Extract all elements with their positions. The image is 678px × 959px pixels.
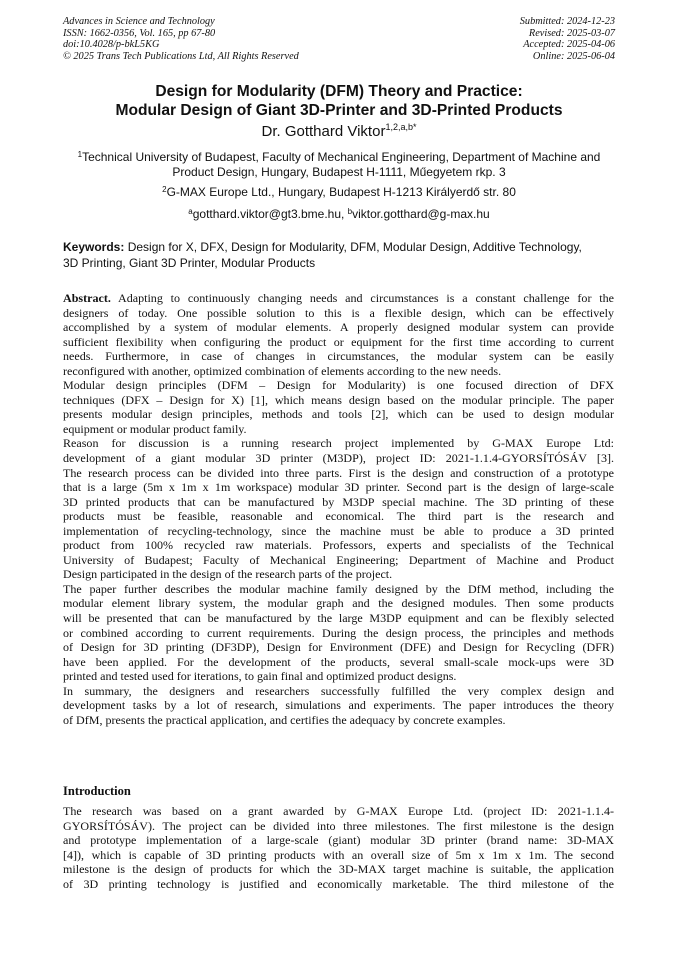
abstract-line: 3D printed products that can be manufactured by M3DP special machine. The 3D printing of these: [63, 494, 614, 509]
introduction-line: GYORSÍTÓSÁV). The project can be divided into three milestones. The first milestone is the design: [63, 818, 614, 833]
abstract-line: printed and tested used for iterations, to gain final and optimized product designs.: [63, 669, 457, 684]
journal-info: [63, 16, 299, 62]
affiliation-2: [60, 185, 618, 200]
abstract-line: accomplished by a system of modular elements. A properly designed modular system can provide: [63, 320, 614, 335]
abstract-line: equipment or modular product family.: [63, 421, 247, 436]
journal-name: Advances in Science and Technology: [63, 16, 215, 27]
abstract-line: In summary, the designers and researchers successfully fulfilled the very complex design and: [63, 683, 614, 698]
affiliation-1-marker: 1: [77, 150, 83, 159]
abstract-line: products must be feasible, reasonable and economical. The third part is the research and: [63, 509, 614, 524]
introduction-line: and prototype implementation of a large-scale (giant) modular 3D printer (brand name: 3D-MAX: [63, 833, 614, 848]
affiliation-2-marker: 2: [162, 185, 167, 194]
author-emails: [60, 207, 618, 222]
abstract: [63, 291, 614, 727]
abstract-line: development tasks by a lot of research, simulations and experiments. The paper introduces the theory: [63, 698, 614, 713]
abstract-line: The research process can be divided into three parts. First is the design and construction of a prototype: [63, 465, 614, 480]
abstract-line: reconfigured with another, optimized combination of elements according to the new needs.: [63, 363, 502, 378]
introduction-line: milestone is the design of products for which the 3D-MAX target machine is suitable, the application: [63, 862, 614, 877]
publication-dates: [520, 16, 615, 62]
affiliation-2-text: G-MAX Europe Ltd., Hungary, Budapest H-1213 Királyerdő str. 80: [166, 185, 516, 199]
keywords-label: Keywords:: [63, 240, 125, 254]
abstract-line: Modular design principles (DFM – Design for Modularity) is one focused direction of DFX: [63, 378, 614, 393]
paper-title: [40, 82, 638, 120]
affiliation-1-line-2: Product Design, Hungary, Budapest H-1111, Műegyetem rkp. 3: [172, 165, 506, 180]
email-a[interactable]: gotthard.viktor@gt3.bme.hu,: [192, 207, 345, 221]
abstract-line: University of Budapest; Faculty of Mechanical Engineering; Department of Machine and Product: [63, 552, 614, 567]
author: [40, 122, 638, 142]
keywords-line-1: Design for X, DFX, Design for Modularity, DFM, Modular Design, Additive Technology,: [127, 240, 582, 254]
abstract-line: product from 100% recycled raw materials. Professors, experts and specialists of the Technical: [63, 538, 614, 553]
abstract-line: or combined according to current requirements. During the design process, the principles and methods: [63, 625, 614, 640]
abstract-line: modular element library system, the modular graph and the designed modules. Then some products: [63, 596, 614, 611]
title-line-2: Modular Design of Giant 3D-Printer and 3D-Printed Products: [115, 102, 563, 119]
abstract-line: designers of today. One possible solution to this is a flexible design, which can be effectively: [63, 305, 614, 320]
abstract-line: implementation of recycling-technology, since the machine must be able to produce a 3D printed: [63, 523, 614, 538]
author-superscript: 1,2,a,b*: [385, 122, 417, 132]
affiliation-1-line-1: Technical University of Budapest, Faculty of Mechanical Engineering, Department of Machine and: [82, 150, 601, 164]
abstract-line: development of a giant modular 3D printer (M3DP), project ID: 2021-1.1.4-GYORSÍTÓSÁV [3].: [63, 451, 614, 466]
email-b[interactable]: viktor.gotthard@g-max.hu: [352, 207, 490, 221]
journal-copyright: © 2025 Trans Tech Publications Ltd, All Rights Reserved: [63, 50, 299, 62]
author-name: Dr. Gotthard Viktor: [261, 123, 386, 140]
abstract-line: needs. Furthermore, in case of changes in circumstances, the modular system can be easily: [63, 349, 614, 364]
date-revised: Revised: 2025-03-07: [528, 27, 615, 39]
affiliation-1: [60, 150, 618, 180]
abstract-line: The paper further describes the modular machine family designed by the DfM method, including the: [63, 581, 614, 596]
journal-doi: doi:10.4028/p-bkL5KG: [63, 39, 160, 51]
abstract-line: sufficient flexibility when configuring the product or equipment for the first time according to current: [63, 334, 614, 349]
abstract-line: have been applied. For the development of the products, several small-scale mock-ups were 3D: [63, 654, 614, 669]
introduction-text: [63, 804, 614, 891]
introduction-line: The research was based on a grant awarded by G-MAX Europe Ltd. (project ID: 2021-1.1.4-: [63, 804, 614, 818]
abstract-line: presents modular design principles, methods and tools [2], which can be used to design modular: [63, 407, 614, 422]
abstract-line: Reason for discussion is a running research project implemented by G-MAX Europe Ltd:: [63, 436, 614, 451]
introduction-line: [4]), which is capable of 3D printing products with an overall size of 5m x 1m x 1m. The second: [63, 847, 614, 862]
abstract-line: will be presented that can be manufactured by the large M3DP equipment and can be flexibly selected: [63, 611, 614, 626]
abstract-line: of Design for 3D printing (DF3DP), Design for Environment (DFE) and Design for Recycling (DFR): [63, 640, 614, 655]
introduction-line: of 3D printing technology is justified and economically marketable. The third milestone of the: [63, 876, 614, 891]
date-online: Online: 2025-06-04: [532, 50, 615, 62]
abstract-line: Design participated in the design of the research parts of the project.: [63, 567, 393, 582]
date-accepted: Accepted: 2025-04-06: [523, 39, 615, 51]
email-a-marker: a: [188, 207, 193, 216]
email-b-marker: b: [347, 207, 353, 216]
keywords-line-2: 3D Printing, Giant 3D Printer, Modular Products: [63, 255, 316, 270]
title-line-1: Design for Modularity (DFM) Theory and Practice:: [155, 83, 523, 100]
date-submitted: Submitted: 2024-12-23: [519, 16, 615, 27]
abstract-line: techniques (DFX – Design for X) [1], which means design based on the modular principle. The paper: [63, 392, 614, 407]
keywords: [63, 240, 616, 271]
journal-issn: ISSN: 1662-0356, Vol. 165, pp 67-80: [63, 27, 216, 39]
abstract-line: that is a large (5m x 1m x 1m workspace) modular 3D printer. Second part is the design of large-scale: [63, 480, 614, 495]
abstract-line: of DfM, presents the practical application, and certifies the adequacy by concrete examples.: [63, 712, 506, 727]
abstract-label: Abstract.: [63, 291, 111, 305]
abstract-line: Adapting to continuously changing needs and circumstances is a constant challenge for the: [110, 291, 614, 305]
section-heading-introduction: Introduction: [63, 784, 131, 798]
